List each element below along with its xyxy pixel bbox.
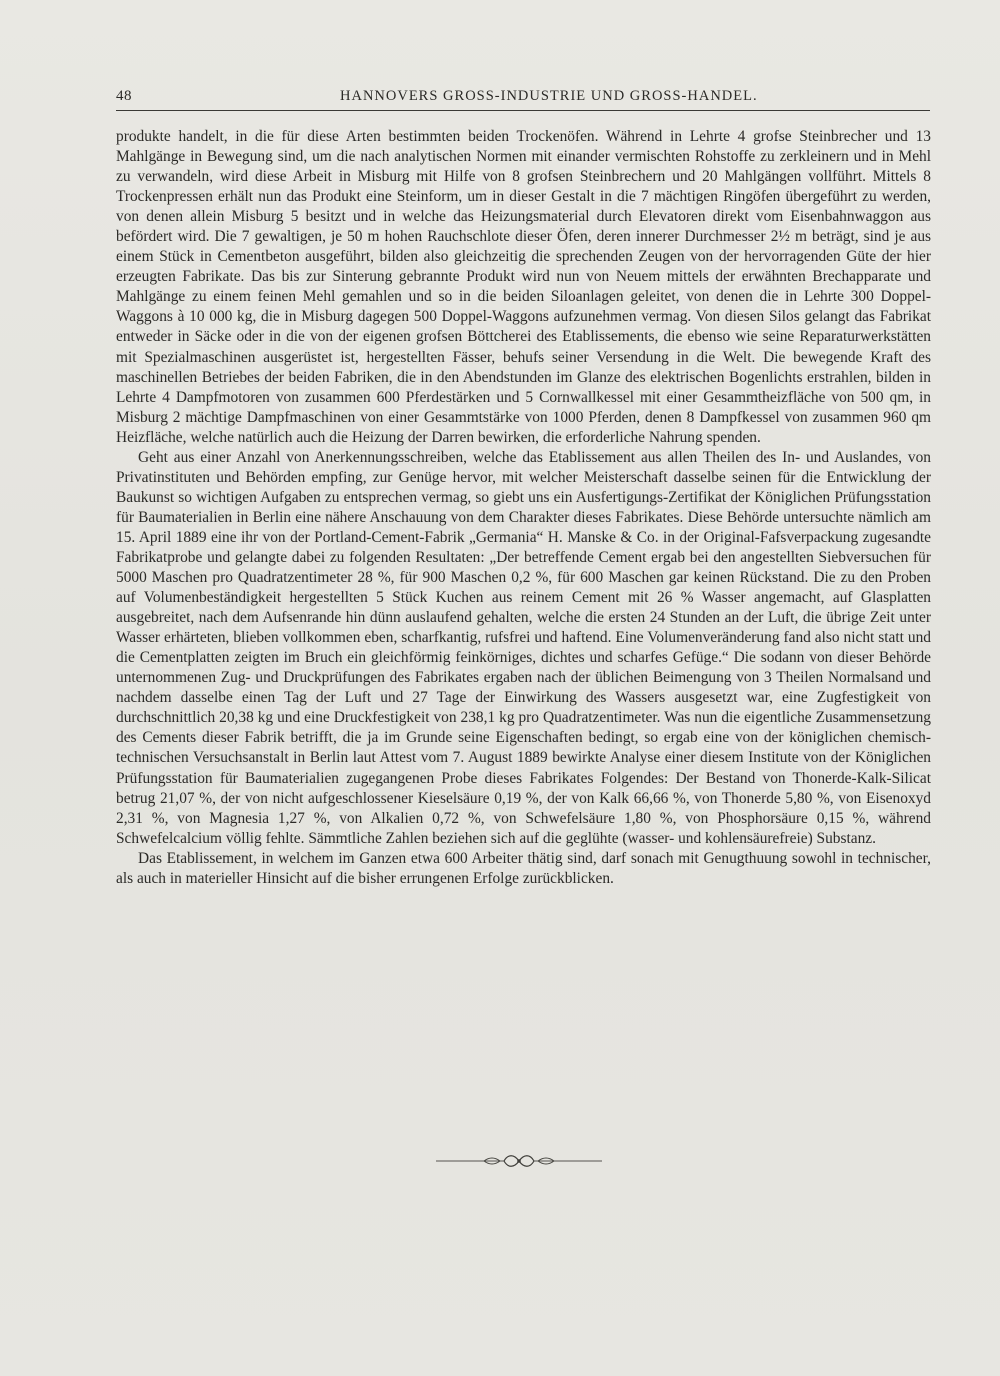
page-number: 48 xyxy=(116,88,132,104)
paragraph-2: Geht aus einer Anzahl von Anerkennungsschreiben, welche das Etablissement aus allen Theilen des In- und Auslandes, von Privatinstituten und Behörden empfing, zur Genüge hervor, mit welcher Meisterschaft dasselbe seinen für die Entwicklung der Baukunst so wichtigen Aufgaben zu entsprechen vermag, so giebt uns ein Ausfertigungs-Zertifikat der Königlichen Prüfungsstation für Baumaterialien in Berlin eine nähere Anschauung von dem Charakter dieses Fabrikates. Diese Behörde untersuchte nämlich am 15. April 1889 eine ihr von der Portland-Cement-Fabrik „Germania“ H. Manske & Co. in der Original-Fafsverpackung zugesandte Fabrikatprobe und gelangte dabei zu folgenden Resultaten: „Der betreffende Cement ergab bei den angestellten Siebversuchen für 5000 Maschen pro Quadratzentimeter 28 %, für 900 Maschen 0,2 %, für 600 Maschen gar keinen Rückstand. Die zu den Proben auf Volumenbeständigkeit hergestellten 5 Stück Kuchen aus reinem Cement mit 26 % Wasser angemacht, auf Glasplatten ausgebreitet, nach dem Aufsenrande hin dünn auslaufend gehalten, welche die ersten 24 Stunden an der Luft, die übrige Zeit unter Wasser erhärteten, blieben vollkommen eben, scharfkantig, rufsfrei und haftend. Eine Volumenveränderung fand also nicht statt und die Cementplatten zeigten im Bruch ein gleichförmig feinkörniges, dichtes und scharfes Gefüge.“ Die sodann von dieser Behörde unternommenen Zug- und Druckprüfungen des Fabrikates ergaben nach der üblichen Beimengung von 3 Theilen Normalsand und nachdem dasselbe einen Tag der Luft und 27 Tage der Einwirkung des Wassers ausgesetzt war, eine Zugfestigkeit von durchschnittlich 20,38 kg und eine Druckfestigkeit von 238,1 kg pro Quadratzentimeter. Was nun die eigentliche Zusammensetzung des Cements dieser Fabrik betrifft, die ja im Grunde seine Eigenschaften bedingt, so ergab eine von der königlichen chemisch-technischen Versuchsanstalt in Berlin laut Attest vom 7. August 1889 bewirkte Analyse einer diesem Institute von der Königlichen Prüfungsstation für Baumaterialien zugegangenen Probe dieses Fabrikates Folgendes: Der Bestand von Thonerde-Kalk-Silicat betrug 21,07 %, der von nicht aufgeschlossener Kieselsäure 0,19 %, der von Kalk 66,66 %, von Thonerde 5,80 %, von Eisenoxyd 2,31 %, von Magnesia 1,27 %, von Alkalien 0,72 %, von Schwefelsäure 1,80 %, von Phosphorsäure 0,15 %, während Schwefelcalcium völlig fehlte. Sämmtliche Zahlen beziehen sich auf die geglühte (wasser- und kohlensäurefreie) Substanz. xyxy=(116,448,931,847)
decorative-flourish-icon xyxy=(434,1150,604,1172)
page-header xyxy=(116,88,932,112)
running-head: HANNOVERS GROSS-INDUSTRIE UND GROSS-HANDEL. xyxy=(340,88,758,104)
paragraph-1: produkte handelt, in die für diese Arten bestimmten beiden Trockenöfen. Während in Lehrte 4 grofse Steinbrecher und 13 Mahlgänge in Bewegung sind, um die nach analytischen Normen mit einander vermischten Rohstoffe zu zerkleinern und in Mehl zu verwandeln, wird diese Arbeit in Misburg mit Hilfe von 8 grofsen Steinbrechern und 20 Mahlgängen vollführt. Mittels 8 Trockenpressen erhält nun das Produkt eine Steinform, um in dieser Gestalt in die 7 mächtigen Ringöfen übergeführt zu werden, von denen allein Misburg 5 besitzt und in welche das Heizungsmaterial durch Elevatoren direkt vom Eisenbahnwaggon aus befördert wird. Die 7 gewaltigen, je 50 m hohen Rauchschlote dieser Öfen, deren innerer Durchmesser 2½ m beträgt, sind je aus einem Stück in Cementbeton ausgeführt, bilden also gleichzeitig die sprechenden Zeugen von der hervorragenden Güte der hier erzeugten Fabrikate. Das bis zur Sinterung gebrannte Produkt wird nun von Neuem mittels der erwähnten Brechapparate und Mahlgänge zu einem feinen Mehl gemahlen und so in die beiden Siloanlagen geleitet, von denen die in Lehrte 300 Doppel-Waggons à 10 000 kg, die in Misburg dagegen 500 Doppel-Waggons aufzunehmen vermag. Von diesen Silos gelangt das Fabrikat entweder in Säcke oder in die von der eigenen grofsen Böttcherei des Etablissements, die ebenso wie seine Reparaturwerkstätten mit Spezialmaschinen ausgerüstet ist, hergestellten Fässer, behufs seiner Versendung in die Welt. Die bewegende Kraft des maschinellen Betriebes der beiden Fabriken, die in den Abendstunden im Glanze des elektrischen Bogenlichts erstrahlen, bilden in Lehrte 4 Dampfmotoren von zusammen 600 Pferdestärken und 5 Cornwallkessel mit einer Gesammtheizfläche von 500 qm, in Misburg 2 mächtige Dampfmaschinen von einer Gesammtstärke von 1000 Pferden, denen 8 Dampfkessel von zusammen 960 qm Heizfläche, welche natürlich auch die Heizung der Darren bewirken, die erforderliche Nahrung spenden. xyxy=(116,128,931,446)
body-text xyxy=(116,127,931,889)
header-rule xyxy=(116,110,930,111)
paragraph-3: Das Etablissement, in welchem im Ganzen etwa 600 Arbeiter thätig sind, darf sonach mit Genugthuung sowohl in technischer, als auch in materieller Hinsicht auf die bisher errungenen Erfolge zurückblicken. xyxy=(116,849,931,887)
